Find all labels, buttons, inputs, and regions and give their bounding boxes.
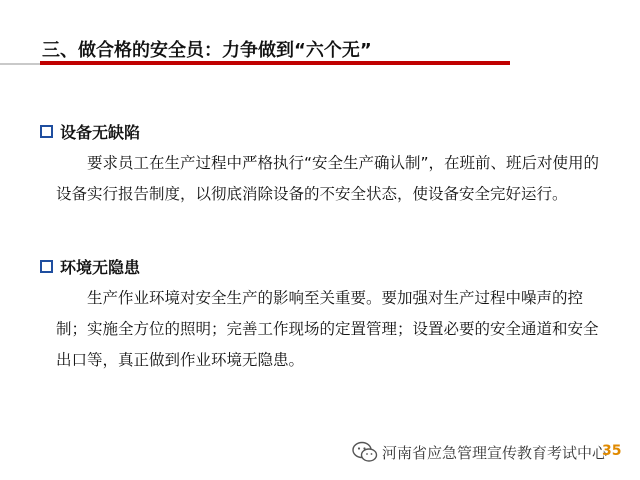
- section-heading-row: [40, 253, 610, 279]
- section-equipment: [40, 118, 610, 210]
- page-number: 35: [602, 443, 622, 459]
- slide-title: 三、做合格的安全员：力争做到“六个无”: [42, 40, 372, 61]
- section-body: 要求员工在生产过程中严格执行“安全生产确认制”，在班前、班后对使用的设备实行报告制度，以彻底消除设备的不安全状态，使设备安全完好运行。: [56, 154, 600, 203]
- section-heading: 设备无缺陷: [60, 122, 141, 142]
- section-heading: 环境无隐患: [60, 257, 141, 277]
- wechat-icon: [352, 441, 378, 463]
- watermark-text: 河南省应急管理宣传教育考试中心: [382, 443, 608, 462]
- wechat-watermark: [352, 441, 607, 463]
- title-underline-red: [40, 61, 510, 65]
- section-body: 生产作业环境对安全生产的影响至关重要。要加强对生产过程中噪声的控制；实施全方位的照明；完善工作现场的定置管理；设置必要的安全通道和安全出口等，真正做到作业环境无隐患。: [56, 289, 599, 369]
- section-environment: [40, 253, 610, 376]
- section-heading-row: [40, 118, 610, 144]
- square-bullet-icon: [40, 125, 53, 138]
- square-bullet-icon: [40, 260, 53, 273]
